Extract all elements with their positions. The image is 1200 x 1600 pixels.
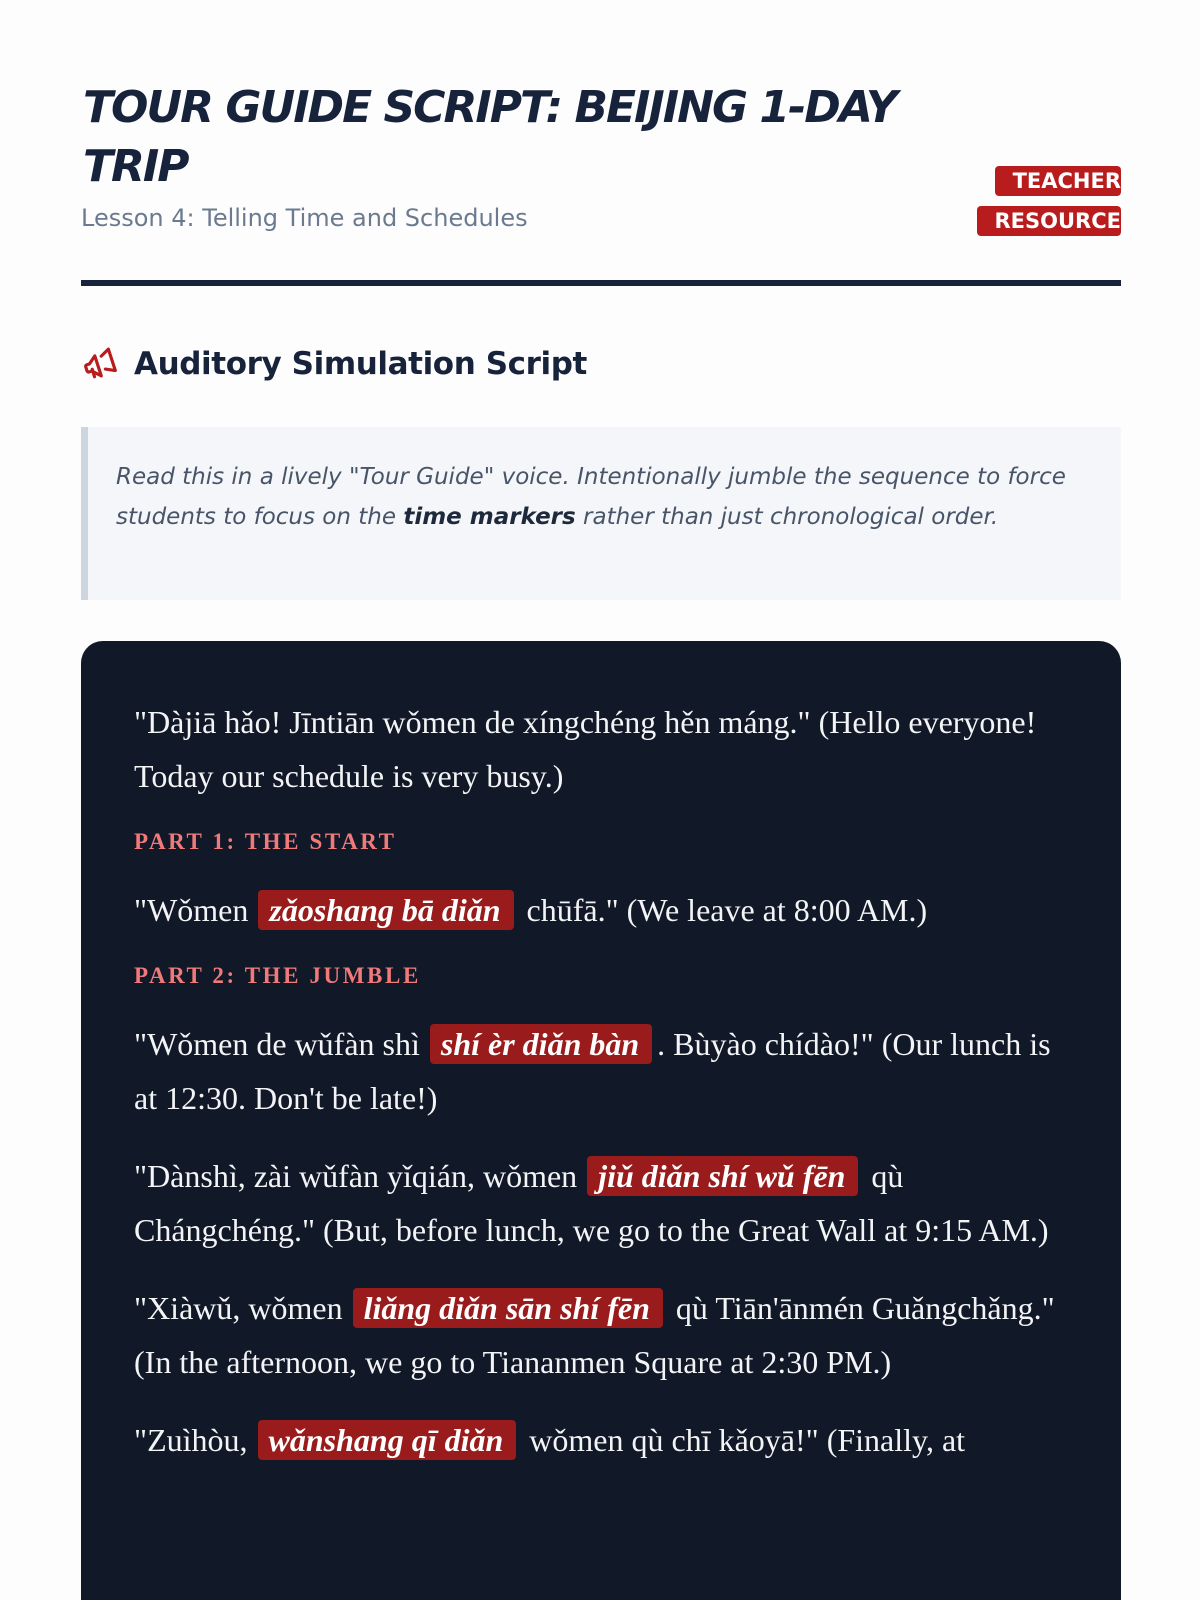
script-line-3 [134, 1149, 1071, 1257]
script-panel [81, 641, 1121, 1600]
line-text: wǒmen qù chī kǎoyā!" (Finally, at [521, 1422, 966, 1458]
line-text: "Zuìhòu, [134, 1422, 256, 1458]
script-line-4 [134, 1281, 1071, 1389]
page-title: TOUR GUIDE SCRIPT: BEIJING 1-DAY TRIP [83, 82, 896, 192]
line-text: "Dànshì, zài wǔfàn yǐqián, wǒmen [134, 1158, 586, 1194]
line-text: qù Chángchéng." (But, before lunch, we go to the Great Wall at 9:15 AM.) [134, 1158, 1049, 1248]
script-line-5 [134, 1413, 1071, 1467]
section-heading [81, 342, 587, 386]
line-text: qù Tiān'ānmén Guǎngchǎng." (In the afternoon, we go to Tiananmen Square at 2:30 PM.) [134, 1290, 1055, 1380]
time-marker: liǎng diǎn sān shí fēn [353, 1288, 663, 1328]
section-title: Auditory Simulation Script [134, 346, 587, 382]
line-text: . Bùyào chídào!" (Our lunch is at 12:30. Don't be late!) [134, 1026, 1051, 1116]
script-intro-line: "Dàjiā hǎo! Jīntiān wǒmen de xíngchéng hěn máng." (Hello everyone! Today our schedule is very busy.) [134, 704, 1037, 794]
note-text-before: Read this in a lively "Tour Guide" voice. Intentionally jumble the sequence to force students to focus on the [116, 464, 1066, 530]
time-marker: zǎoshang bā diǎn [258, 890, 513, 930]
megaphone-icon [81, 346, 117, 382]
page-header [81, 0, 1121, 287]
note-emphasis: time markers [403, 504, 576, 530]
line-text: "Wǒmen de wǔfàn shì [134, 1026, 428, 1062]
part-2-label: PART 2: THE JUMBLE [134, 963, 421, 988]
lesson-subtitle: Lesson 4: Telling Time and Schedules [81, 204, 528, 232]
time-marker: wǎnshang qī diǎn [258, 1420, 517, 1460]
script-line-2 [134, 1017, 1071, 1125]
time-marker: jiǔ diǎn shí wǔ fēn [587, 1156, 858, 1196]
time-marker: shí èr diǎn bàn [430, 1024, 652, 1064]
script-line-1 [134, 883, 1071, 937]
teacher-resource-badge [975, 161, 1121, 241]
line-text: chūfā." (We leave at 8:00 AM.) [518, 892, 928, 928]
worksheet-page [81, 0, 1121, 1458]
badge-label: TEACHER RESOURCE [977, 166, 1121, 236]
note-text-after: rather than just chronological order. [575, 504, 999, 530]
line-text: "Wǒmen [134, 892, 257, 928]
line-text: "Xiàwǔ, wǒmen [134, 1290, 351, 1326]
header-divider [81, 280, 1121, 286]
part-1-label: PART 1: THE START [134, 829, 397, 854]
teacher-instruction-note [81, 427, 1121, 600]
